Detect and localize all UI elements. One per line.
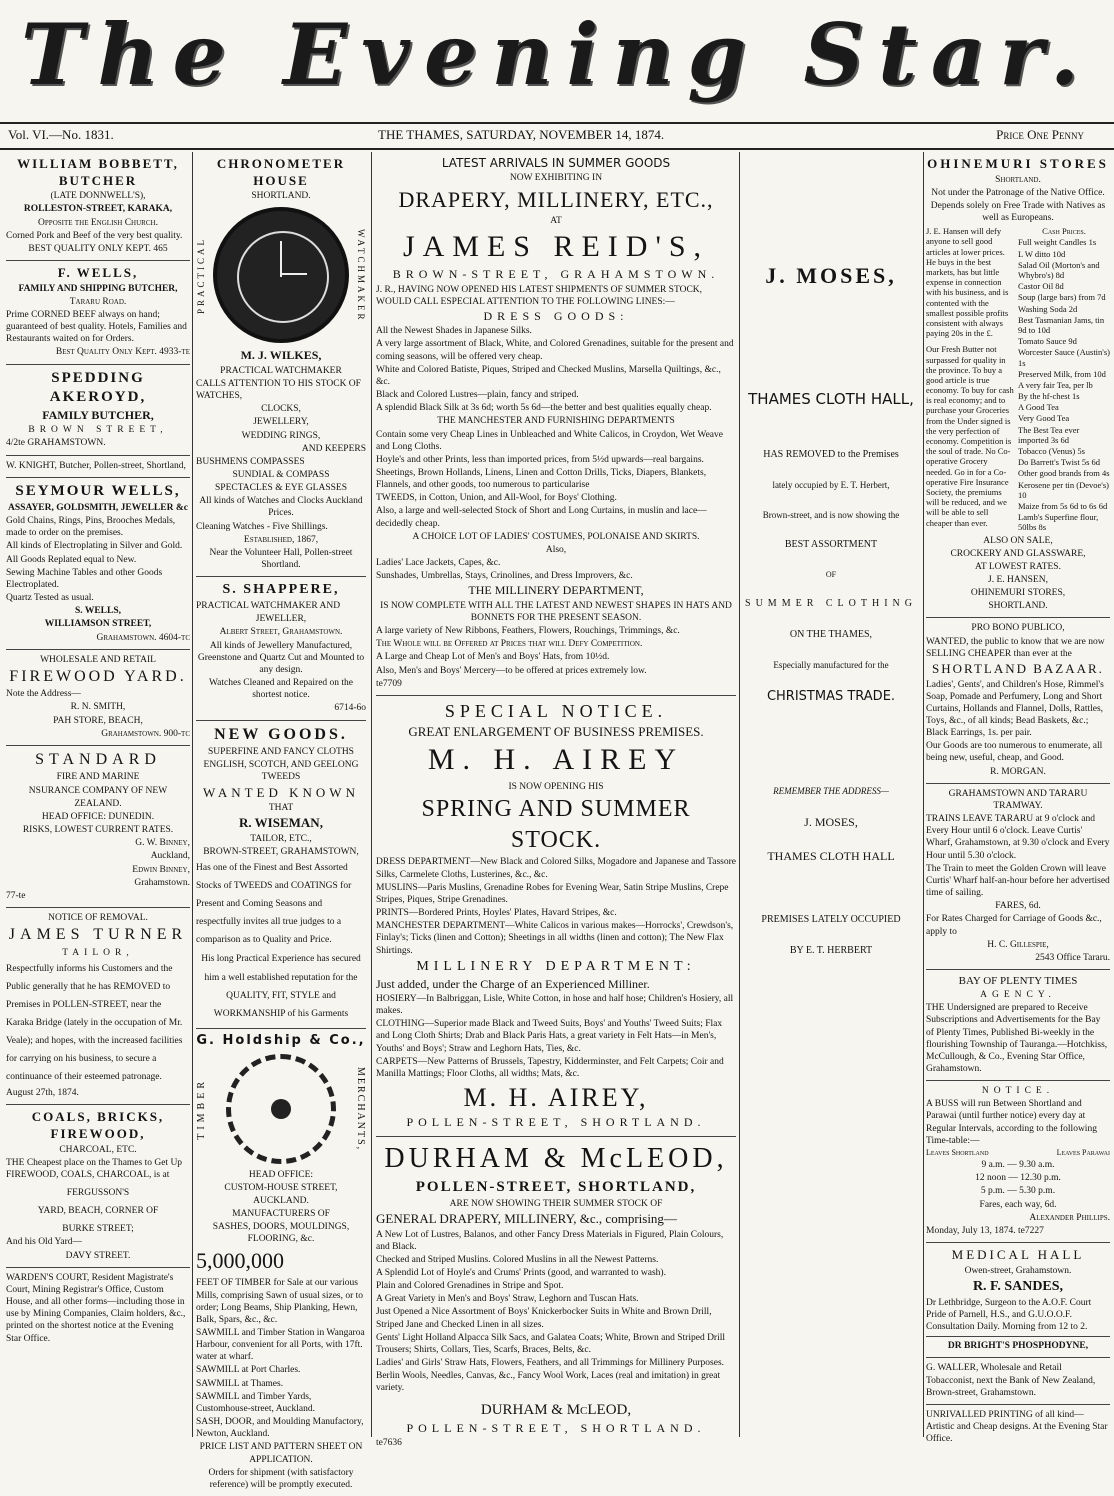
column-3 [376, 152, 736, 1449]
ad-akeroyd: SPEDDING AKEROYD, FAMILY BUTCHER, BROWN STREET, 4/2te GRAHAMSTOWN. [6, 365, 190, 456]
clock-icon [213, 207, 349, 343]
column-1 [6, 152, 190, 1437]
ad-knight: W. KNIGHT, Butcher, Pollen-street, Shortland, [6, 456, 190, 478]
masthead [0, 0, 1114, 118]
ad-bay-of-plenty-times: BAY OF PLENTY TIMES AGENCY. THE Undersigned are prepared to Receive Subscriptions and Advertisements for the Bay of Plenty Times, Published Bi-weekly in the flourishing Township of Tauranga.—Hotchkiss, McCullough, & Co., Evening Star Office, Grahamstown. [926, 970, 1110, 1081]
dateline [0, 122, 1114, 150]
issue-date: THE THAMES, SATURDAY, NOVEMBER 14, 1874. [378, 127, 665, 142]
ad-printing: UNRIVALLED PRINTING of all kind—Artistic and Cheap designs. At the Evening Star Office. [926, 1409, 1108, 1445]
ad-shortland-bazaar: PRO BONO PUBLICO, WANTED, the public to know that we are now SELLING CHEAPER than ever at the SHORTLAND BAZAAR. Ladies', Gents', and Children's Hose, Rimmel's Soap, Pomade and Perfumery, Long and Short Curtains, Hollands and Flannel, Dolls, Rattles, Toys, &c., of all kinds; Bead Baskets, &c.; Black Earrings, 1s. per pair. Our Goods are too numerous to enumerate, all being new, useful, cheap, and Good. R. MORGAN. [926, 618, 1110, 783]
ad-wells-butcher: F. WELLS, FAMILY AND SHIPPING BUTCHER, Tararu Road. Prime CORNED BEEF always on hand; guaranteed of best quality. Hotels, Families and Restaurants waited on for Orders. Best Quality Only Kept. 4933-te [6, 261, 190, 365]
ad-coals: COALS, BRICKS, FIREWOOD, CHARCOAL, ETC. THE Cheapest place on the Thames to Get Up FIREWOOD, COALS, CHARCOAL, is at FERGUSSON'S YARD, BEACH, CORNER OF BURKE STREET; And his Old Yard— DAVY STREET. [6, 1105, 190, 1268]
ad-chronometer-house: CHRONOMETER HOUSE SHORTLAND. PRACTICAL WATCHMAKER M. J. WILKES, PRACTICAL WATCHMAKER CALLS ATTENTION TO HIS STOCK OF WATCHES, CLOCKS, JEWELLERY, WEDDING RINGS, AND KEEPERS BUSHMENS COMPASSES SUNDIAL & COMPASS SPECTACLES & EYE GLASSES All kinds of Watches and Clocks Auckland Prices. Cleaning Watches - Five Shillings. Established, 1867, Near the Volunteer Hall, Pollen-street Shortland. [196, 152, 366, 577]
ad-holdship: G. Holdship & Co., TIMBER MERCHANTS, HEAD OFFICE: CUSTOM-HOUSE STREET, AUCKLAND. MANUFACTURERS OF SASHES, DOORS, MOULDINGS, FLOORING, &c. 5,000,000 FEET OF TIMBER for Sale at our various Mills, comprising Sawn of usual sizes, or to order; Long Beams, Ship Planking, Hewn, Balk, Spars, &c., &c. SAWMILL and Timber Station in Wangaroa Harbour, convenient for all Ports, with 17ft. water at wharf. SAWMILL at Port Charles. SAWMILL at Thames. SAWMILL and Timber Yards, Customhouse-street, Auckland. SASH, DOOR, and Moulding Manufactory, Newton, Auckland. PRICE LIST AND PATTERN SHEET ON APPLICATION. Orders for shipment (with satisfactory reference) will be promptly executed. [196, 1032, 366, 1490]
ad-airey: SPECIAL NOTICE. GREAT ENLARGEMENT OF BUSINESS PREMISES. M. H. AIREY IS NOW OPENING HIS SPRING AND SUMMER STOCK. DRESS DEPARTMENT—New Black and Colored Silks, Mogadore and Japanese and Tassore Silks, Carmelete Cloths, Lusterines, &c., &c. MUSLINS—Paris Muslins, Grenadine Robes for Evening Wear, Satin Stripe Muslins, Crepe Stripes, Piques, Stripe Grenadines. PRINTS—Bordered Prints, Hoyles' Plates, Havard Stripes, &c. MANCHESTER DEPARTMENT—White Calicos in various makes—Horrocks', Crewdson's, Finlay's; Ticks (linen and Cotton); Sheetings in all widths (linen and cotton); The New Flax Shirtings. MILLINERY DEPARTMENT: Just added, under the Charge of an Experienced Milliner. HOSIERY—In Balbriggan, Lisle, White Cotton, in hose and half hose; Children's Hosiery, all makes. CLOTHING—Superior made Black and Tweed Suits, Boys' and Youths' Tweed Suits; Flax and Long Cloth Shirts; Drab and Black Paris Hats, a great variety in Felt Hats—in Men's, Youths' and Boys'; Straw and Leghorn Hats, Ties, &c. CARPETS—New Patterns of Brussels, Tapestry, Kidderminster, and Felt Carpets; Coir and Manilla Mattings; Floor Cloths, all widths; Mats, &c. M. H. AIREY, POLLEN-STREET, SHORTLAND. [376, 696, 736, 1137]
volume-number: Vol. VI.—No. 1831. [8, 127, 114, 142]
cash-prices-list: Cash Prices. Full weight Candles 1s L W ditto 10d Salad Oil (Morton's and Whybro's) 8d Castor Oil 8d Soup (large bars) from 7d Washing Soda 2d Best Tasmanian Jams, tin 9d to 10d Tomato Sauce 9d Worcester Sauce (Austin's) 1s Preserved Milk, from 10d A very fair Tea, per lb By the hf-chest 1s A Good Tea Very Good Tea The Best Tea ever imported 3s 6d Tobacco (Venus) 5s Do Barrett's Twist 5s 6d Other good brands from 4s Kerosene per tin (Devoe's) 10 Maize from 5s 6d to 6s 6d Lamb's Superfine flour, 50lbs 8s [1018, 226, 1110, 533]
ad-buss-notice: NOTICE. A BUSS will run Between Shortland and Parawai (until further notice) every day at Regular Intervals, according to the following Time-table:— Leaves Shortland Leaves Parawai 9 a.m. — 9.30 a.m. 12 noon — 12.30 p.m. 5 p.m. — 5.30 p.m. Fares, each way, 6d. Alexander Phillips. Monday, July 13, 1874. te7227 [926, 1081, 1110, 1243]
column-5 [926, 152, 1110, 1445]
ad-standard-insurance: STANDARD FIRE AND MARINE NSURANCE COMPANY OF NEW ZEALAND. HEAD OFFICE: DUNEDIN. RISKS, LOWEST CURRENT RATES. G. W. Binney, Auckland, Edwin Binney, Grahamstown. 77-te [6, 746, 190, 908]
column-4-moses: J. MOSES, THAMES CLOTH HALL, HAS REMOVED to the Premises lately occupied by E. T. Herbert, Brown-street, and is now showing the BEST ASSORTMENT OF SUMMER CLOTHING ON THE THAMES, Especially manufactured for the CHRISTMAS TRADE. REMEMBER THE ADDRESS— J. MOSES, THAMES CLOTH HALL PREMISES LATELY OCCUPIED BY E. T. HERBERT [745, 263, 917, 956]
price: Price One Penny [996, 127, 1084, 142]
ad-notice-of-removal: NOTICE OF REMOVAL. JAMES TURNER TAILOR, Respectfully informs his Customers and the Public generally that he has REMOVED to Premises in POLLEN-STREET, near the Karaka Bridge (lately in the occupation of Mr. Veale); and hopes, with the increased facilities for carrying on his business, to secure a continuance of their esteemed patronage. August 27th, 1874. [6, 908, 190, 1105]
ad-shappere: S. SHAPPERE, PRACTICAL WATCHMAKER AND JEWELLER, Albert Street, Grahamstown. All kinds of Jewellery Manufactured, Greenstone and Quartz Cut and Mounted to any design. Watches Cleaned and Repaired on the shortest notice. 6714-6o [196, 577, 366, 720]
masthead-title: The Evening Star. [20, 5, 1094, 104]
ad-new-goods: NEW GOODS. SUPERFINE AND FANCY CLOTHS ENGLISH, SCOTCH, AND GEELONG TWEEDS WANTED KNOWN THAT R. WISEMAN, TAILOR, ETC., BROWN-STREET, GRAHAMSTOWN, Has one of the Finest and Best Assorted Stocks of TWEEDS and COATINGS for Present and Coming Seasons and respectfully invites all true judges to a comparison as to Quality and Price. His long Practical Experience has secured him a well established reputation for the QUALITY, FIT, STYLE and WORKMANSHIP of his Garments [196, 721, 366, 1029]
saw-blade-icon [226, 1054, 336, 1164]
ad-tramway: GRAHAMSTOWN AND TARARU TRAMWAY. TRAINS LEAVE TARARU at 9 o'clock and Every Hour until 6 o'clock. Leave Curtis' Wharf, Grahamstown, at 9.30 o'clock and Every Hour until 5.30 o'clock. The Train to meet the Golden Crown will leave Curtis' Wharf half-an-hour before her advertised time of sailing. FARES, 6d. For Rates Charged for Carriage of Goods &c., apply to H. C. Gillespie, 2543 Office Tararu. [926, 784, 1110, 970]
ad-durham-mcleod: DURHAM & McLEOD, POLLEN-STREET, SHORTLAND, ARE NOW SHOWING THEIR SUMMER STOCK OF GENERAL DRAPERY, MILLINERY, &c., comprising— A New Lot of Lustres, Balanos, and other Fancy Dress Materials in Figured, Plain Colours, and Black. Checked and Striped Muslins. Colored Muslins in all the Newest Patterns. A Splendid Lot of Hoyle's and Crums' Prints (good, and warranted to wash). Plain and Colored Grenadines in Stripe and Spot. A Great Variety in Men's and Boys' Straw, Leghorn and Tuscan Hats. Just Opened a Nice Assortment of Boys' Knickerbocker Suits in White and Brown Drill, Striped Jane and Checked Linen in all sizes. Gents' Light Holland Alpacca Silk Sacs, and Galatea Coats; White, Brown and Striped Drill Trousers; Shirts, Collars, Ties, Scarfs, Braces, Belts, &c. Ladies' and Girls' Straw Hats, Flowers, Feathers, and all Trimmings for Millinery Purposes. Berlin Wools, Needles, Canvas, &c., Fancy Wool Work, Laces (real and imitation) in great variety. DURHAM & McLEOD, POLLEN-STREET, SHORTLAND. te7636 [376, 1142, 728, 1449]
ad-ohinemuri-stores: OHINEMURI STORES Shortland. Not under the Patronage of the Native Office. Depends solely on Free Trade with Natives as well as Europeans. J. E. Hansen will defy anyone to sell good articles at lower prices. He buys in the best markets, has but little expense in connection with his business, and is contented with the smallest possible profits consistent with always paying 20s in the £. Our Fresh Butter not surpassed for quality in the province. To buy a good article is true economy. To buy for cash is real economy; and to purchase your Groceries from the Under signed is the very perfection of economy. Competition is the soul of trade. No Co-operative Grocery needed. Go in for a Co-operative Fire Insurance Society, the premiums will be reduced, and we will be able to sell cheaper than ever. Cash Prices. Full weight Candles 1s L W ditto 10d Salad Oil (Morton's and Whybro's) 8d Castor Oil 8d Soup (large bars) from 7d Washing Soda 2d Best Tasmanian Jams, tin 9d to 10d Tomato Sauce 9d Worcester Sauce (Austin's) 1s Preserved Milk, from 10d A very fair Tea, per lb By the hf-chest 1s A Good Tea Very Good Tea The Best Tea ever imported 3s 6d Tobacco (Venus) 5s Do Barrett's Twist 5s 6d Other good brands from 4s Kerosene per tin (Devoe's) 10 Maize from 5s 6d to 6s 6d Lamb's Superfine flour, 50lbs 8s ALSO ON SALE, CROCKERY AND GLASSWARE, AT LOWEST RATES. J. E. HANSEN, OHINEMURI STORES, SHORTLAND. [926, 152, 1110, 618]
ad-seymour-wells: SEYMOUR WELLS, ASSAYER, GOLDSMITH, JEWELLER &c Gold Chains, Rings, Pins, Brooches Medals, made to order on the premises. All kinds of Electroplating in Silver and Gold. All Goods Replated equal to New. Sewing Machine Tables and other Goods Electroplated. Quartz Tested as usual. S. WELLS, WILLIAMSON STREET, Grahamstown. 4604-tc [6, 478, 190, 650]
ad-james-reid: LATEST ARRIVALS IN SUMMER GOODS NOW EXHIBITING IN DRAPERY, MILLINERY, ETC., AT JAMES REID'S, BROWN-STREET, GRAHAMSTOWN. J. R., HAVING NOW OPENED HIS LATEST SHIPMENTS OF SUMMER STOCK, WOULD CALL ESPECIAL ATTENTION TO THE FOLLOWING LINES:— DRESS GOODS: All the Newest Shades in Japanese Silks. A very large assortment of Black, White, and Colored Grenadines, suitable for the present and coming seasons, will be offered very cheap. White and Colored Batiste, Piques, Striped and Checked Muslins, Marsella Quiltings, &c., &c. Black and Colored Lustres—plain, fancy and striped. A splendid Black Silk at 3s 6d; worth 5s 6d—the better and best qualities equally cheap. THE MANCHESTER AND FURNISHING DEPARTMENTS Contain some very Cheap Lines in Unbleached and White Calicos, in Croydon, Wet Weave and Long Cloths. Hoyle's and other Prints, less than imported prices, from 5½d upwards—real bargains. Sheetings, Brown Hollands, Linens, Linen and Cotton Drills, Ticks, Diapers, Blankets, Flannels, and other goods, too numerous to particularise TWEEDS, in Cotton, Union, and All-Wool, for Boys' Clothing. Also, a large and well-selected Stock of Short and Long Curtains, in muslin and lace—decidedly cheap. A CHOICE LOT OF LADIES' COSTUMES, POLONAISE AND SKIRTS. Also, Ladies' Lace Jackets, Capes, &c. Sunshades, Umbrellas, Stays, Crinolines, and Dress Improvers, &c. THE MILLINERY DEPARTMENT, IS NOW COMPLETE WITH ALL THE LATEST AND NEWEST SHAPES IN HATS AND BONNETS FOR THE PRESENT SEASON. A large variety of New Ribbons, Feathers, Flowers, Rouchings, Trimmings, &c. The Whole will be Offered at Prices that will Defy Competition. A Large and Cheap Lot of Men's and Boys' Hats, from 10½d. Also, Men's and Boys' Mercery—to be offered at prices extremely low. te7709 [376, 152, 736, 696]
column-2 [196, 152, 366, 1490]
ad-firewood-yard: WHOLESALE AND RETAIL FIREWOOD YARD. Note the Address— R. N. SMITH, PAH STORE, BEACH, Grahamstown. 900-tc [6, 650, 190, 746]
ad-warden-court: WARDEN'S COURT, Resident Magistrate's Court, Mining Registrar's Office, Custom House, and all other forms—including those in use by Mining Companies, Claim holders, &c., printed on the shortest notice at the Evening Star Office. [6, 1272, 186, 1344]
ad-bobbett: WILLIAM BOBBETT, BUTCHER (LATE DONNWELL'S), ROLLESTON-STREET, KARAKA, Opposite the English Church. Corned Pork and Beef of the very best quality. BEST QUALITY ONLY KEPT. 465 [6, 152, 190, 261]
ad-medical-hall: MEDICAL HALL Owen-street, Grahamstown. R. F. SANDES, Dr Lethbridge, Surgeon to the A.O.F. Court Pride of Parnell, H.S., and G.U.O.O.F. Consultation Daily. Morning from 12 to 2. DR BRIGHT'S PHOSPHODYNE, [926, 1243, 1110, 1358]
ad-waller: G. WALLER, Wholesale and Retail Tobacconist, next the Bank of New Zealand, Brown-street, Grahamstown. [926, 1358, 1110, 1404]
